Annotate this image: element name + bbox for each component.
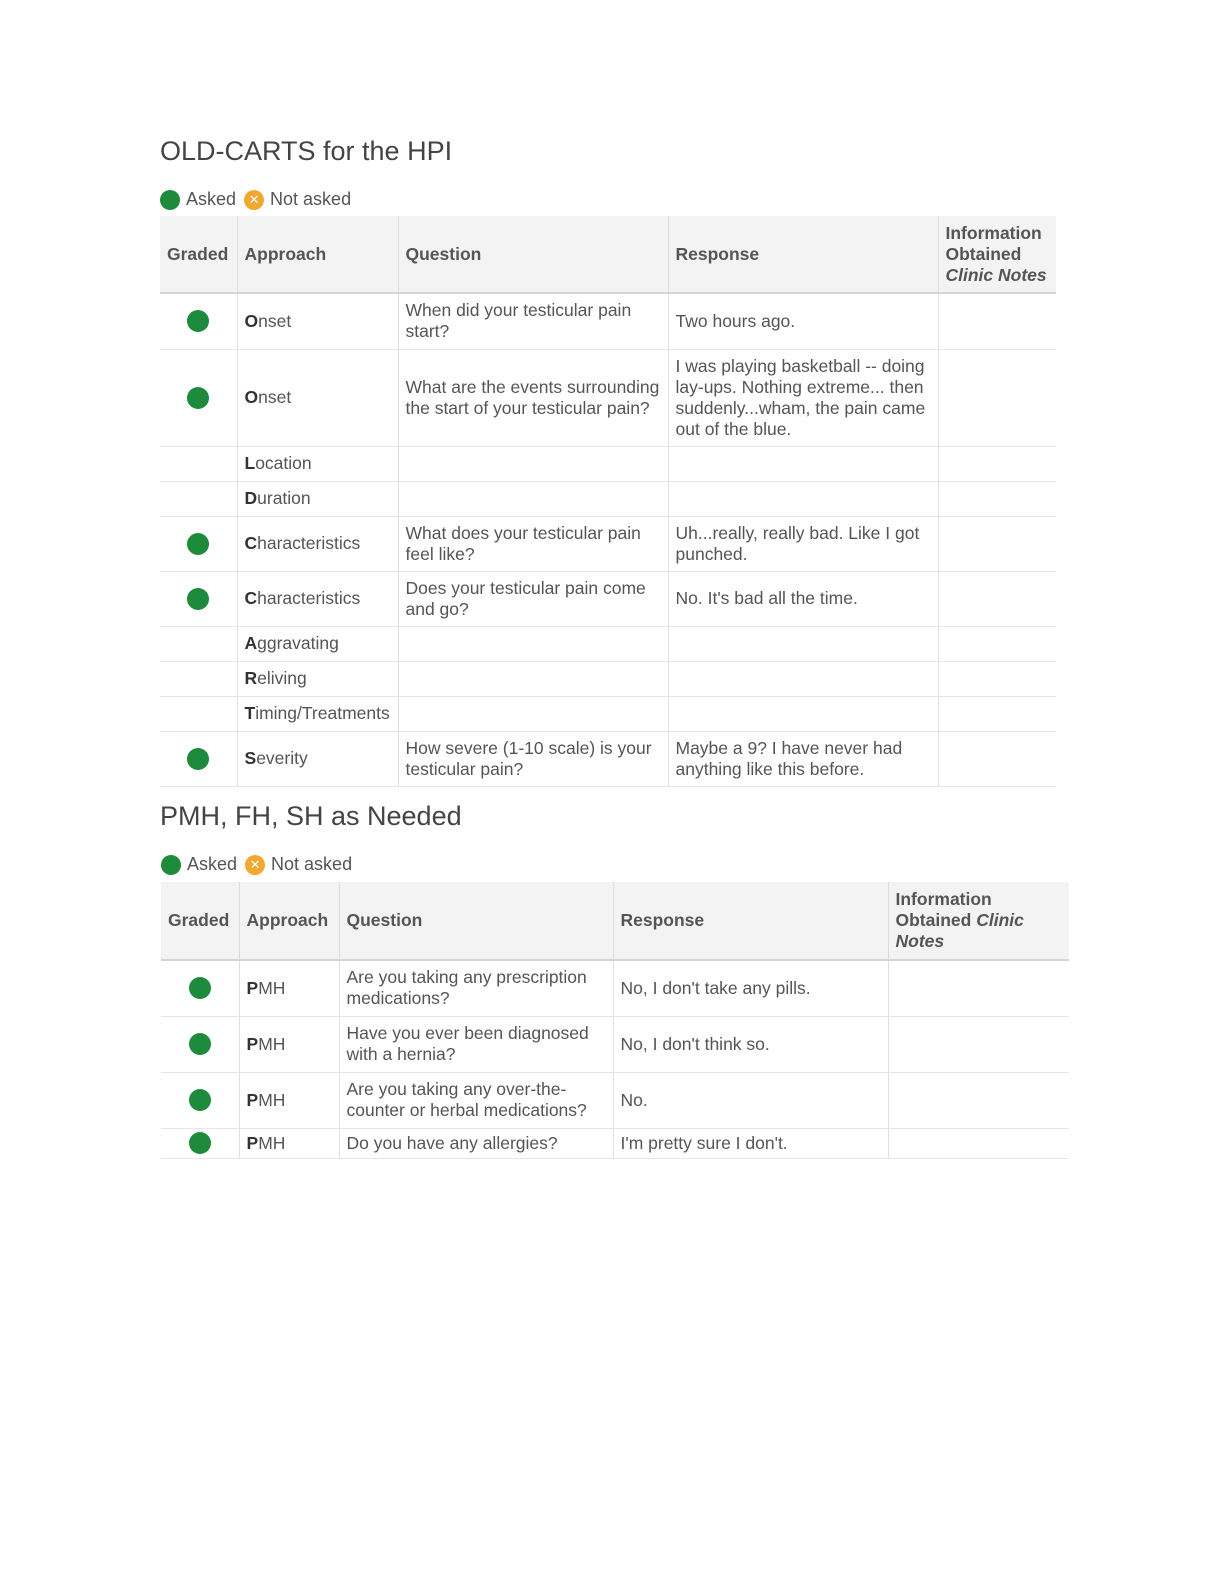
response-cell: No, I don't take any pills. [613,960,888,1016]
info-cell [938,349,1056,446]
question-cell: What does your testicular pain feel like? [398,516,668,571]
info-cell [938,446,1056,481]
table-row [160,446,1056,481]
info-cell [938,481,1056,516]
not-asked-icon: ✕ [245,855,265,875]
asked-icon [160,190,180,210]
asked-icon [189,977,211,999]
header-question: Question [339,882,613,960]
approach-cell: PMH [239,1128,339,1158]
graded-cell [160,446,237,481]
question-cell: When did your testicular pain start? [398,293,668,349]
header-question: Question [398,216,668,293]
graded-cell [161,1072,239,1128]
info-cell [888,1128,1069,1158]
graded-cell [161,960,239,1016]
section-title-pmh: PMH, FH, SH as Needed [160,801,462,831]
header-info-italic: Clinic Notes [895,910,1024,951]
approach-cell: PMH [239,1072,339,1128]
table-row [160,481,1056,516]
response-cell [668,481,938,516]
header-response: Response [668,216,938,293]
hpi-table [160,216,1056,787]
approach-cell: PMH [239,1016,339,1072]
approach-cell: PMH [239,960,339,1016]
asked-icon [187,387,209,409]
response-cell: I'm pretty sure I don't. [613,1128,888,1158]
table-row [161,960,1069,1016]
question-cell [398,661,668,696]
table-row [160,626,1056,661]
table-row [160,349,1056,446]
response-cell [668,696,938,731]
legend-asked-label: Asked [186,189,237,209]
asked-icon [189,1033,211,1055]
asked-icon [189,1089,211,1111]
header-info-italic: Clinic Notes [945,264,1047,285]
question-cell [398,481,668,516]
graded-cell [160,571,237,626]
info-cell [938,516,1056,571]
approach-cell: Duration [237,481,398,516]
legend-not-asked-label: Not asked [270,189,352,209]
info-cell [888,960,1069,1016]
question-cell: How severe (1-10 scale) is your testicular pain? [398,731,668,786]
table-row [160,661,1056,696]
graded-cell [161,1016,239,1072]
question-cell: Do you have any allergies? [339,1128,613,1158]
response-cell [668,661,938,696]
header-info [938,216,1056,293]
info-cell [938,661,1056,696]
legend-asked-label: Asked [187,854,238,874]
graded-cell [160,731,237,786]
legend-hpi [160,189,351,210]
info-cell [938,293,1056,349]
graded-cell [160,661,237,696]
response-cell: No. [613,1072,888,1128]
question-cell [398,696,668,731]
question-cell: Does your testicular pain come and go? [398,571,668,626]
question-cell: What are the events surrounding the start of your testicular pain? [398,349,668,446]
response-cell: No, I don't think so. [613,1016,888,1072]
info-cell [888,1072,1069,1128]
response-cell: Uh...really, really bad. Like I got punched. [668,516,938,571]
asked-icon [187,533,209,555]
asked-icon [187,310,209,332]
table-row [160,293,1056,349]
table-row [160,696,1056,731]
header-approach: Approach [237,216,398,293]
question-cell: Are you taking any over-the-counter or herbal medications? [339,1072,613,1128]
section-title-hpi: OLD-CARTS for the HPI [160,136,453,166]
approach-cell: Characteristics [237,516,398,571]
header-approach: Approach [239,882,339,960]
approach-cell: Location [237,446,398,481]
header-info-label: Information Obtained [895,889,992,930]
graded-cell [160,626,237,661]
response-cell [668,626,938,661]
question-cell [398,446,668,481]
not-asked-icon: ✕ [244,190,264,210]
response-cell: Maybe a 9? I have never had anything like this before. [668,731,938,786]
pmh-table [161,882,1069,1159]
response-cell: Two hours ago. [668,293,938,349]
header-info [888,882,1069,960]
asked-icon [161,855,181,875]
table-row [160,516,1056,571]
approach-cell: Characteristics [237,571,398,626]
table-row [161,1128,1069,1158]
asked-icon [187,748,209,770]
header-info-label: Information Obtained [945,222,1042,264]
asked-icon [187,588,209,610]
question-cell: Have you ever been diagnosed with a hernia? [339,1016,613,1072]
graded-cell [161,1128,239,1158]
approach-cell: Onset [237,349,398,446]
response-cell: No. It's bad all the time. [668,571,938,626]
info-cell [888,1016,1069,1072]
info-cell [938,571,1056,626]
info-cell [938,696,1056,731]
graded-cell [160,481,237,516]
approach-cell: Severity [237,731,398,786]
header-response: Response [613,882,888,960]
header-graded: Graded [160,216,237,293]
response-cell [668,446,938,481]
approach-cell: Reliving [237,661,398,696]
info-cell [938,626,1056,661]
approach-cell: Timing/Treatments [237,696,398,731]
graded-cell [160,293,237,349]
info-cell [938,731,1056,786]
response-cell: I was playing basketball -- doing lay-ups. Nothing extreme... then suddenly...wham, the pain came out of the blue. [668,349,938,446]
table-row [160,571,1056,626]
table-row [160,731,1056,786]
header-row [161,882,1069,960]
asked-icon [189,1132,211,1154]
approach-cell: Aggravating [237,626,398,661]
legend-not-asked-label: Not asked [271,854,353,874]
table-row [161,1016,1069,1072]
question-cell [398,626,668,661]
question-cell: Are you taking any prescription medications? [339,960,613,1016]
graded-cell [160,349,237,446]
approach-cell: Onset [237,293,398,349]
header-row [160,216,1056,293]
table-row [161,1072,1069,1128]
legend-pmh [161,854,352,875]
graded-cell [160,516,237,571]
header-graded: Graded [161,882,239,960]
graded-cell [160,696,237,731]
